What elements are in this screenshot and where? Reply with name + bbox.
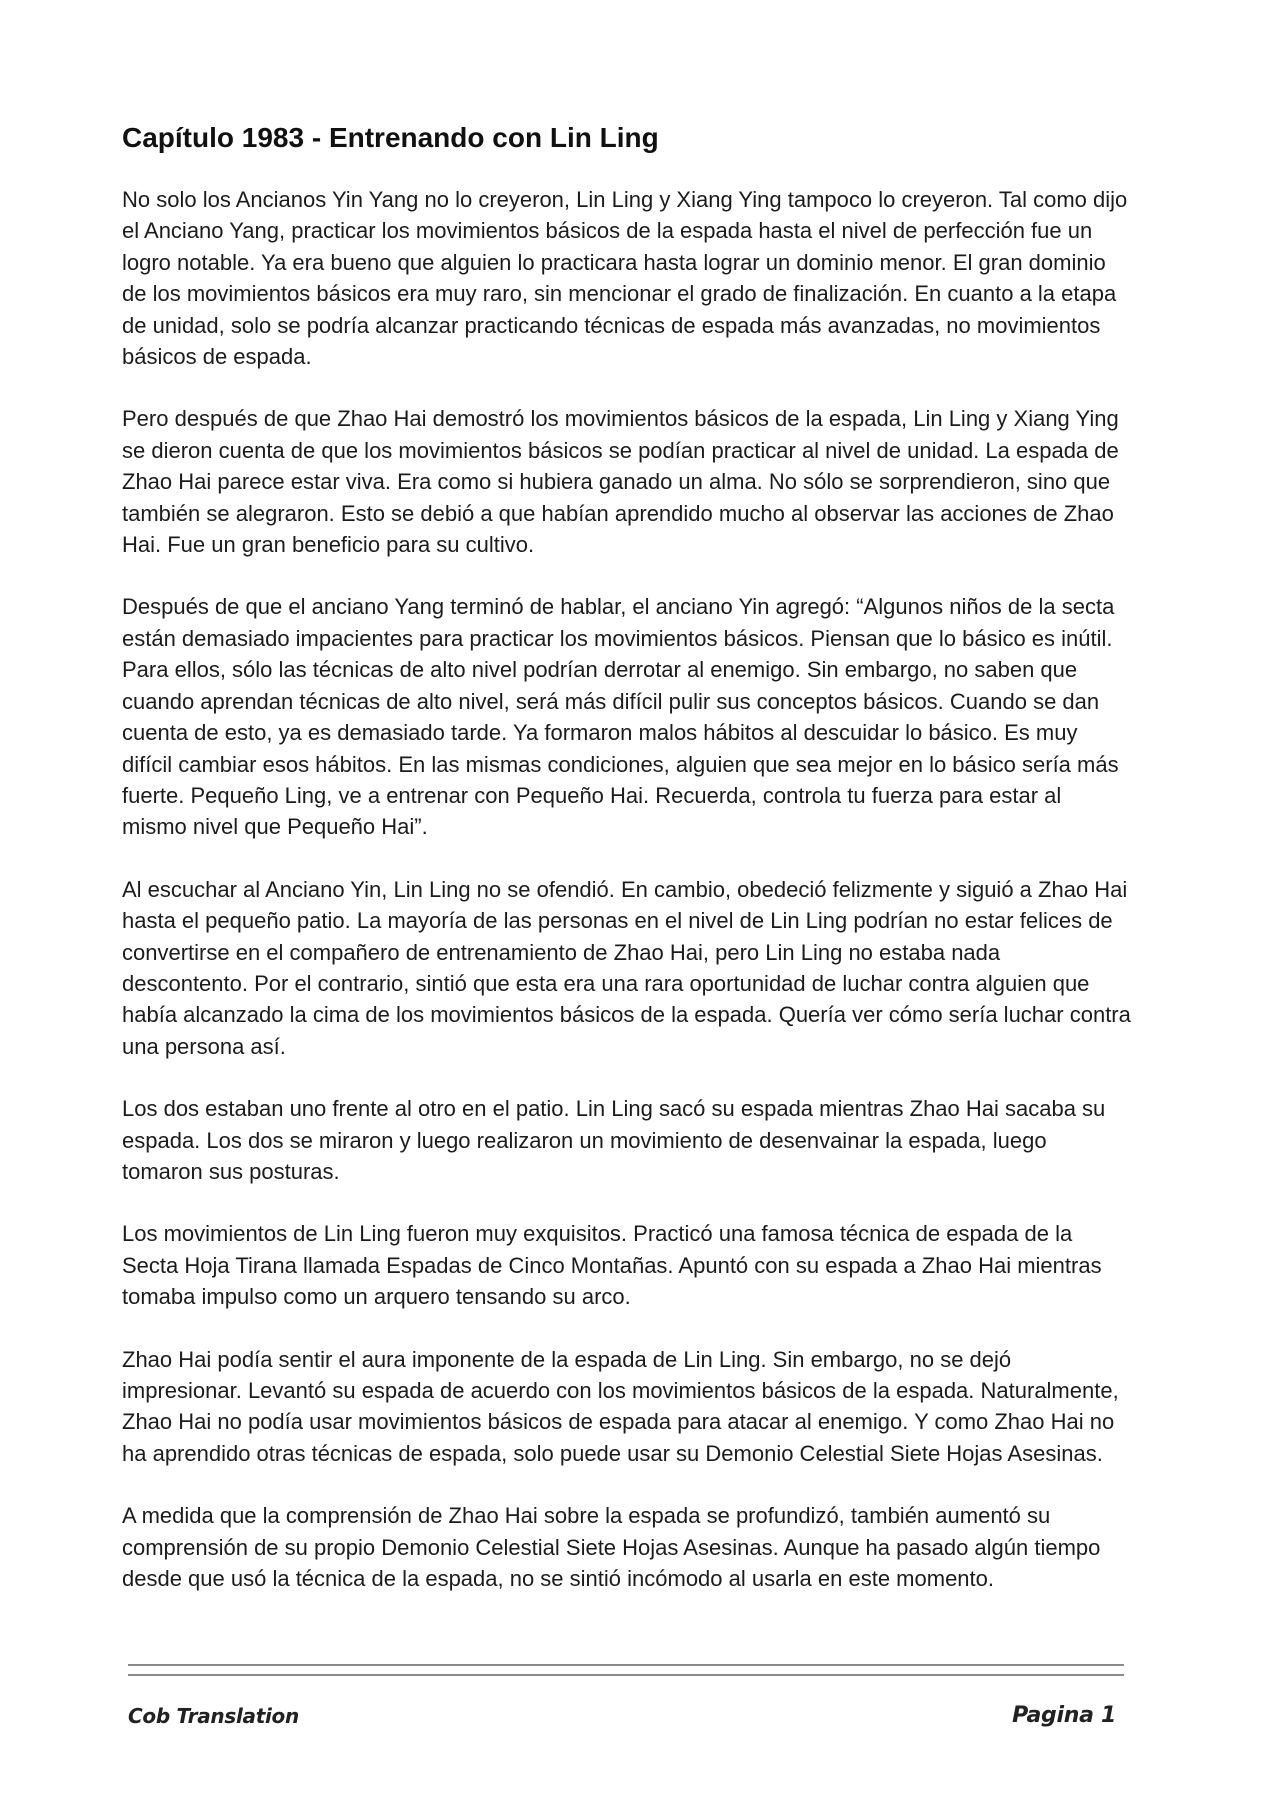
paragraph-3: Después de que el anciano Yang terminó de hablar, el anciano Yin agregó: “Algunos niños de la secta están demasiado impacientes para practicar los movimientos básicos. Piensan que lo básico es inútil. Para ellos, sólo las técnicas de alto nivel podrían derrotar al enemigo. Sin embargo, no saben que cuando aprendan técnicas de alto nivel, será más difícil pulir sus conceptos básicos. Cuando se dan cuenta de esto, ya es demasiado tarde. Ya formaron malos hábitos al descuidar lo básico. Es muy difícil cambiar esos hábitos. En las mismas condiciones, alguien que sea mejor en lo básico sería más fuerte. Pequeño Ling, ve a entrenar con Pequeño Hai. Recuerda, controla tu fuerza para estar al mismo nivel que Pequeño Hai”. [122, 594, 1119, 840]
footer-translator-name: Cob Translation [128, 1704, 299, 1728]
paragraph-6: Los movimientos de Lin Ling fueron muy exquisitos. Practicó una famosa técnica de espada de la Secta Hoja Tirana llamada Espadas de Cinco Montañas. Apuntó con su espada a Zhao Hai mientras tomaba impulso como un arquero tensando su arco. [122, 1221, 1102, 1310]
chapter-title: Capítulo 1983 - Entrenando con Lin Ling [122, 122, 659, 153]
paragraph-4: Al escuchar al Anciano Yin, Lin Ling no se ofendió. En cambio, obedeció felizmente y siguió a Zhao Hai hasta el pequeño patio. La mayoría de las personas en el nivel de Lin Ling podrían no estar felices de convertirse en el compañero de entrenamiento de Zhao Hai, pero Lin Ling no estaba nada descontento. Por el contrario, sintió que esta era una rara oportunidad de luchar contra alguien que había alcanzado la cima de los movimientos básicos de la espada. Quería ver cómo sería luchar contra una persona así. [122, 876, 1131, 1059]
footer-divider-bottom [128, 1674, 1124, 1676]
paragraph-2: Pero después de que Zhao Hai demostró los movimientos básicos de la espada, Lin Ling y Xiang Ying se dieron cuenta de que los movimientos básicos se podían practicar al nivel de unidad. La espada de Zhao Hai parece estar viva. Era como si hubiera ganado un alma. No sólo se sorprendieron, sino que también se alegraron. Esto se debió a que habían aprendido mucho al observar las acciones de Zhao Hai. Fue un gran beneficio para su cultivo. [122, 406, 1119, 558]
document-body [122, 118, 1132, 1625]
paragraph-7: Zhao Hai podía sentir el aura imponente de la espada de Lin Ling. Sin embargo, no se dejó impresionar. Levantó su espada de acuerdo con los movimientos básicos de la espada. Naturalmente, Zhao Hai no podía usar movimientos básicos de espada para atacar al enemigo. Y como Zhao Hai no ha aprendido otras técnicas de espada, solo puede usar su Demonio Celestial Siete Hojas Asesinas. [122, 1346, 1119, 1466]
paragraph-1: No solo los Ancianos Yin Yang no lo creyeron, Lin Ling y Xiang Ying tampoco lo creyeron. Tal como dijo el Anciano Yang, practicar los movimientos básicos de la espada hasta el nivel de perfección fue un logro notable. Ya era bueno que alguien lo practicara hasta lograr un dominio menor. El gran dominio de los movimientos básicos era muy raro, sin mencionar el grado de finalización. En cuanto a la etapa de unidad, solo se podría alcanzar practicando técnicas de espada más avanzadas, no movimientos básicos de espada. [122, 187, 1128, 370]
paragraph-5: Los dos estaban uno frente al otro en el patio. Lin Ling sacó su espada mientras Zhao Hai sacaba su espada. Los dos se miraron y luego realizaron un movimiento de desenvainar la espada, luego tomaron sus posturas. [122, 1096, 1106, 1184]
paragraph-8: A medida que la comprensión de Zhao Hai sobre la espada se profundizó, también aumentó su comprensión de su propio Demonio Celestial Siete Hojas Asesinas. Aunque ha pasado algún tiempo desde que usó la técnica de la espada, no se sintió incómodo al usarla en este momento. [122, 1503, 1101, 1592]
footer-page-number: Pagina 1 [1012, 1703, 1116, 1728]
footer-divider-top [128, 1664, 1124, 1666]
